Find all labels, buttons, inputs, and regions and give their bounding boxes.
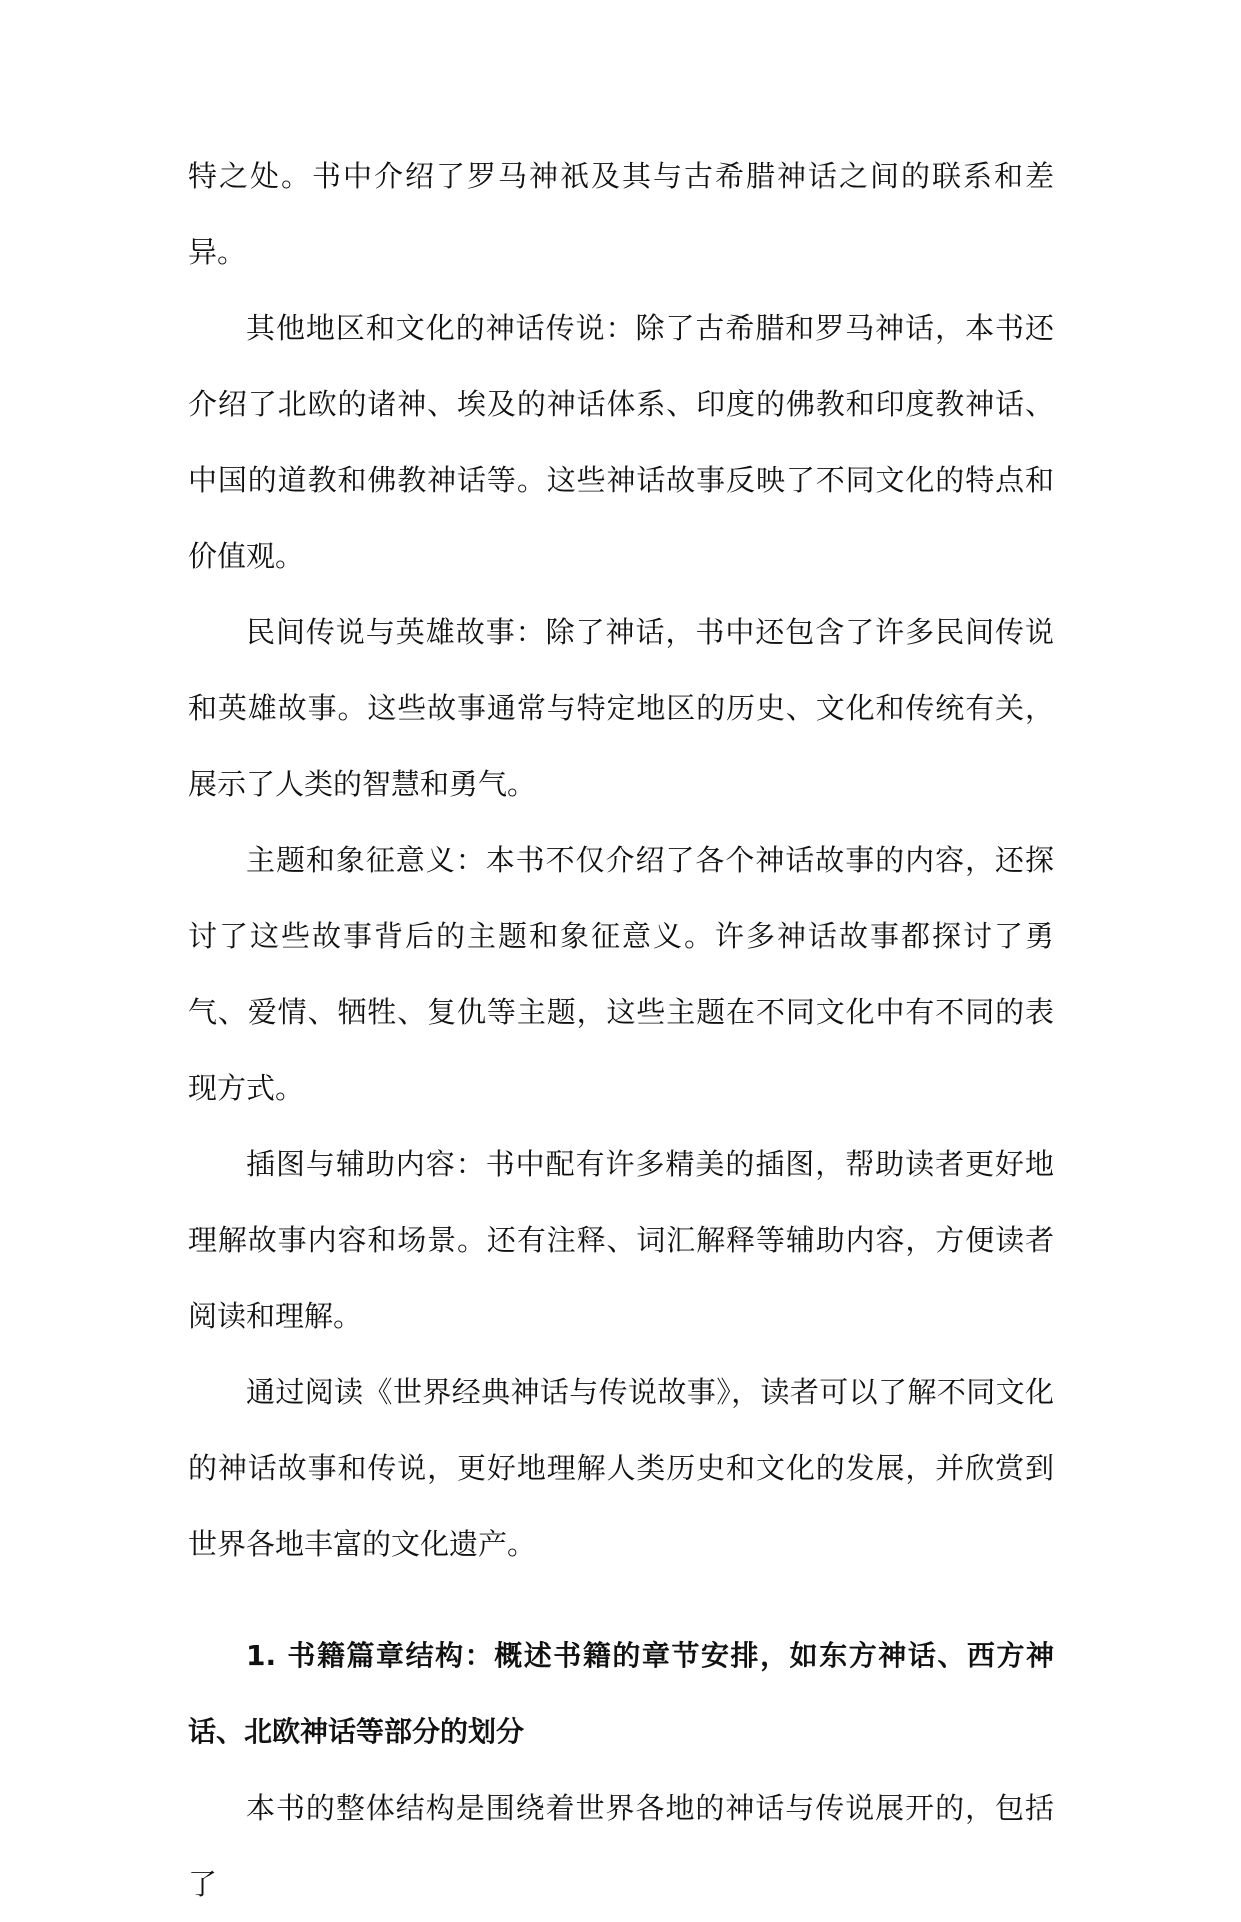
paragraph-conclusion: 通过阅读《世界经典神话与传说故事》，读者可以了解不同文化的神话故事和传说，更好地理解人类历史和文化的发展，并欣赏到世界各地丰富的文化遗产。 [188, 1375, 1054, 1561]
paragraph-illustrations: 插图与辅助内容：书中配有许多精美的插图，帮助读者更好地理解故事内容和场景。还有注释、词汇解释等辅助内容，方便读者阅读和理解。 [188, 1147, 1054, 1333]
document-body [188, 138, 1054, 1922]
paragraph-themes: 主题和象征意义：本书不仅介绍了各个神话故事的内容，还探讨了这些故事背后的主题和象征意义。许多神话故事都探讨了勇气、爱情、牺牲、复仇等主题，这些主题在不同文化中有不同的表现方式。 [188, 843, 1054, 1105]
paragraph-structure: 本书的整体结构是围绕着世界各地的神话与传说展开的，包括了 [188, 1791, 1054, 1901]
paragraph-continuation: 特之处。书中介绍了罗马神祇及其与古希腊神话之间的联系和差异。 [188, 159, 1054, 269]
paragraph-other-myths: 其他地区和文化的神话传说：除了古希腊和罗马神话，本书还介绍了北欧的诸神、埃及的神话体系、印度的佛教和印度教神话、中国的道教和佛教神话等。这些神话故事反映了不同文化的特点和价值观。 [188, 311, 1054, 573]
paragraph-folk-legends: 民间传说与英雄故事：除了神话，书中还包含了许多民间传说和英雄故事。这些故事通常与特定地区的历史、文化和传统有关，展示了人类的智慧和勇气。 [188, 615, 1054, 801]
section-heading: 1. 书籍篇章结构：概述书籍的章节安排，如东方神话、西方神话、北欧神话等部分的划分 [188, 1639, 1054, 1748]
